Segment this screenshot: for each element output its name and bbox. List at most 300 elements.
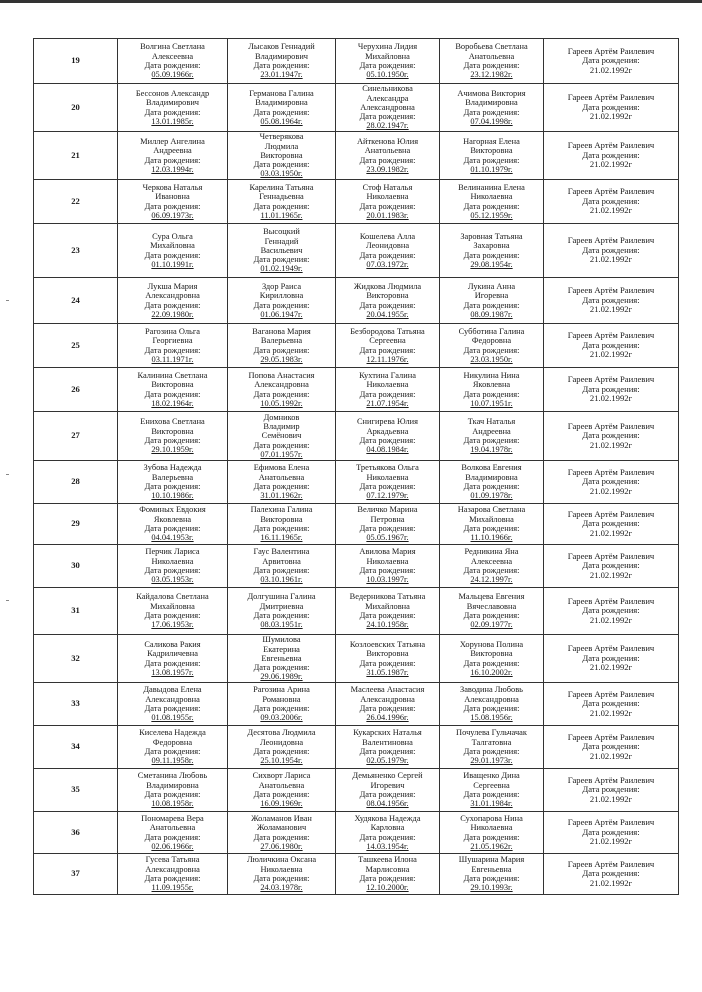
person-text-line: Снигирева Юлия — [356, 417, 419, 427]
person-text-line: Евгеньевна — [261, 653, 302, 663]
voter-cell — [228, 324, 336, 368]
selector-dob: 21.02.1992г — [589, 793, 633, 804]
person-text-line: Яковлевна — [472, 380, 511, 390]
selector-cell — [544, 504, 679, 545]
birth-date: 20.04.1955г. — [366, 309, 409, 319]
person-text-line: Синельникова — [362, 84, 413, 94]
person-text-line: Андреевна — [153, 146, 192, 156]
person-text-line: Семёнович — [261, 431, 302, 441]
person-text-line: Михайловна — [365, 51, 410, 61]
selector-dob: 21.02.1992г — [589, 439, 633, 450]
birth-date: 06.09.1973г. — [151, 210, 194, 220]
birth-date: 16.11.1965г. — [260, 533, 303, 543]
person-text-line: Дата рождения: — [359, 345, 416, 355]
selector-dob: 21.02.1992г — [589, 485, 633, 496]
selector-cell — [544, 461, 679, 504]
birth-date: 03.10.1961г. — [260, 575, 303, 585]
voter-cell — [440, 39, 544, 84]
person-text-line: Нагорная Елена — [463, 136, 520, 146]
selector-dob: 21.02.1992г — [589, 877, 633, 888]
person-text-line: Заводина Любовь — [460, 685, 523, 695]
birth-date: 31.01.1984г. — [470, 799, 513, 809]
voter-cell — [336, 84, 440, 132]
person-text-line: Козлоевских Татьяна — [349, 639, 426, 649]
person-text-line: Воробьева Светлана — [455, 42, 528, 52]
person-text-line: Субботина Галина — [458, 326, 525, 336]
voter-cell — [228, 588, 336, 635]
birth-date: 24.12.1997г. — [470, 575, 513, 585]
person-text-line: Сергеевна — [369, 336, 406, 346]
person-text-line: Евгеньевна — [471, 864, 512, 874]
voter-cell — [118, 461, 228, 504]
selector-dob: 21.02.1992г — [589, 569, 633, 580]
selector-dob-label: Дата рождения: — [582, 430, 640, 441]
person-text-line: Саликова Ракия — [144, 639, 201, 649]
birth-date: 23.12.1982г. — [470, 70, 513, 80]
person-text-line: Худякова Надежда — [354, 813, 421, 823]
person-text-line: Дата рождения: — [253, 663, 310, 673]
scan-top-border — [0, 0, 702, 3]
voter-cell — [440, 180, 544, 224]
person-text-line: Дата рождения: — [463, 566, 520, 575]
voter-cell — [336, 588, 440, 635]
voter-cell — [440, 132, 544, 180]
birth-date: 07.03.1972г. — [366, 259, 409, 269]
person-text-line: Дата рождения: — [144, 345, 201, 355]
voter-cell — [440, 812, 544, 854]
birth-date: 10.10.1986г. — [151, 491, 194, 501]
person-text-line: Маслеева Анастасия — [350, 685, 425, 695]
person-text-line: Дмитриевна — [259, 601, 304, 611]
birth-date: 05.09.1966г. — [151, 70, 194, 80]
person-text-line: Дата рождения: — [144, 389, 201, 399]
person-text-line: Федоровна — [471, 336, 512, 346]
birth-date: 25.10.1954г. — [260, 756, 303, 766]
birth-date: 29.05.1983г. — [260, 354, 303, 364]
voter-cell — [440, 769, 544, 812]
person-text-line: Кирилловна — [259, 291, 304, 301]
selector-name: Гареев Артём Раилевич — [567, 374, 655, 385]
person-text-line: Владимировна — [465, 472, 518, 482]
person-text-line: Миллер Ангелина — [140, 136, 205, 146]
row-number: 33 — [34, 683, 118, 726]
person-text-line: Дата рождения: — [359, 566, 416, 575]
person-text-line: Николаевна — [470, 192, 513, 202]
voter-cell — [228, 504, 336, 545]
person-text-line: Величко Марина — [357, 505, 418, 515]
voter-cell — [118, 545, 228, 588]
person-text-line: Дата рождения: — [253, 790, 310, 799]
person-text-line: Анатольевна — [258, 472, 305, 482]
person-text-line: Дата рождения: — [463, 874, 520, 883]
table-row — [34, 132, 679, 180]
birth-date: 22.09.1980г. — [151, 309, 194, 319]
birth-date: 07.12.1979г. — [366, 491, 409, 501]
person-text-line: Сихворт Лариса — [252, 771, 311, 781]
selector-name: Гареев Артём Раилевич — [567, 550, 655, 561]
person-text-line: Дата рождения: — [253, 300, 310, 310]
birth-date: 07.01.1957г. — [260, 449, 303, 459]
voter-cell — [336, 39, 440, 84]
selector-cell — [544, 132, 679, 180]
person-text-line: Алексеевна — [470, 556, 513, 566]
person-text-line: Дата рождения: — [359, 482, 416, 491]
person-text-line: Стоф Наталья — [362, 182, 413, 192]
selector-cell — [544, 324, 679, 368]
birth-date: 21.05.1962г. — [470, 841, 513, 851]
selector-dob-label: Дата рождения: — [582, 518, 640, 529]
voter-cell — [118, 412, 228, 461]
birth-date: 01.02.1949г. — [260, 264, 303, 274]
person-text-line: Дата рождения: — [253, 345, 310, 355]
selector-dob: 21.02.1992г — [589, 393, 633, 404]
birth-date: 10.05.1992г. — [260, 398, 303, 408]
person-text-line: Рагозина Ольга — [144, 326, 201, 336]
person-text-line: Дата рождения: — [253, 874, 310, 883]
voter-cell — [118, 324, 228, 368]
birth-date: 26.04.1996г. — [366, 713, 409, 723]
person-text-line: Велинанина Елена — [458, 182, 525, 192]
voter-cell — [118, 368, 228, 412]
person-text-line: Александровна — [254, 380, 309, 390]
person-text-line: Кукарских Наталья — [353, 728, 422, 738]
voter-cell — [336, 769, 440, 812]
row-number: 20 — [34, 84, 118, 132]
voter-cell — [440, 683, 544, 726]
voter-cell — [440, 545, 544, 588]
person-text-line: Кайдалова Светлана — [136, 592, 209, 602]
row-number: 22 — [34, 180, 118, 224]
person-text-line: Арвитовна — [262, 556, 301, 566]
person-text-line: Жоламанов Иван — [251, 813, 312, 823]
selector-dob: 21.02.1992г — [589, 254, 633, 265]
person-text-line: Дата рождения: — [463, 482, 520, 491]
person-text-line: Александровна — [464, 694, 519, 704]
selector-cell — [544, 278, 679, 324]
voter-cell — [228, 854, 336, 895]
person-text-line: Дата рождения: — [253, 566, 310, 575]
table-row — [34, 461, 679, 504]
person-text-line: Калинина Светлана — [137, 370, 208, 380]
person-text-line: Викторовна — [151, 380, 194, 390]
birth-date: 14.03.1954г. — [366, 841, 409, 851]
selector-dob: 21.02.1992г — [589, 836, 633, 847]
person-text-line: Карелина Татьяна — [249, 182, 314, 192]
person-text-line: Хорунова Полина — [459, 639, 524, 649]
voter-cell — [440, 368, 544, 412]
person-text-line: Дата рождения: — [359, 112, 416, 122]
birth-date: 01.08.1955г. — [151, 713, 194, 723]
row-number: 34 — [34, 726, 118, 769]
birth-date: 23.09.1982г. — [366, 164, 409, 174]
person-text-line: Десятова Людмила — [247, 728, 316, 738]
person-text-line: Викторовна — [151, 426, 194, 436]
birth-date: 08.09.1987г. — [470, 309, 513, 319]
birth-date: 17.06.1953г. — [151, 620, 194, 630]
selector-cell — [544, 368, 679, 412]
voter-cell — [228, 224, 336, 278]
birth-date: 05.08.1964г. — [260, 116, 303, 126]
person-text-line: Айткенова Юлия — [356, 136, 419, 146]
person-text-line: Гаус Валентина — [253, 547, 310, 557]
person-text-line: Георгиевна — [152, 336, 193, 346]
selector-name: Гареев Артём Раилевич — [567, 330, 655, 341]
selector-dob: 21.02.1992г — [589, 159, 633, 170]
birth-date: 19.04.1978г. — [470, 445, 513, 455]
person-text-line: Дата рождения: — [144, 436, 201, 445]
person-text-line: Дата рождения: — [144, 482, 201, 491]
person-text-line: Демьяненко Сергей — [352, 771, 423, 781]
birth-date: 29.08.1954г. — [470, 259, 513, 269]
person-text-line: Дата рождения: — [359, 874, 416, 883]
person-text-line: Леонидовна — [259, 737, 304, 747]
birth-date: 12.11.1976г. — [366, 354, 409, 364]
person-text-line: Дата рождения: — [359, 704, 416, 713]
birth-date: 03.05.1953г. — [151, 575, 194, 585]
table-row — [34, 324, 679, 368]
voter-cell — [228, 368, 336, 412]
person-text-line: Дата рождения: — [359, 389, 416, 399]
person-text-line: Авилова Мария — [359, 547, 416, 557]
birth-date: 10.08.1958г. — [151, 799, 194, 809]
person-text-line: Александровна — [145, 291, 200, 301]
table-row — [34, 683, 679, 726]
selector-cell — [544, 224, 679, 278]
birth-date: 24.03.1978г. — [260, 883, 303, 893]
selector-dob-label: Дата рождения: — [582, 149, 640, 160]
birth-date: 27.06.1980г. — [260, 841, 303, 851]
person-text-line: Дата рождения: — [144, 524, 201, 533]
person-text-line: Васильевич — [260, 245, 303, 255]
selector-dob-label: Дата рождения: — [582, 476, 640, 487]
row-number: 30 — [34, 545, 118, 588]
selector-dob: 21.02.1992г — [589, 707, 633, 718]
row-number: 32 — [34, 635, 118, 683]
voter-cell — [336, 132, 440, 180]
birth-date: 16.09.1969г. — [260, 799, 303, 809]
person-text-line: Дата рождения: — [253, 160, 310, 170]
birth-date: 29.10.1959г. — [151, 445, 194, 455]
person-text-line: Викторовна — [470, 146, 513, 156]
person-text-line: Екатерина — [263, 644, 300, 654]
voter-cell — [336, 812, 440, 854]
birth-date: 09.11.1958г. — [151, 756, 194, 766]
person-text-line: Попова Анастасия — [248, 370, 315, 380]
person-text-line: Пономарева Вера — [141, 813, 204, 823]
voter-cell — [336, 368, 440, 412]
person-text-line: Дата рождения: — [253, 389, 310, 399]
person-text-line: Рагозина Арина — [253, 685, 310, 695]
person-text-line: Дата рождения: — [463, 704, 520, 713]
voter-cell — [228, 812, 336, 854]
person-text-line: Люличкина Оксана — [246, 855, 317, 865]
person-text-line: Высоцкий — [263, 227, 300, 237]
voter-cell — [440, 726, 544, 769]
person-text-line: Дата рождения: — [359, 155, 416, 165]
voter-cell — [336, 180, 440, 224]
selector-cell — [544, 769, 679, 812]
person-text-line: Кухтина Галина — [359, 370, 416, 380]
person-text-line: Захаровна — [473, 241, 510, 251]
person-text-line: Владимировна — [465, 98, 518, 108]
voter-cell — [440, 854, 544, 895]
voter-cell — [118, 588, 228, 635]
voter-cell — [118, 180, 228, 224]
person-text-line: Владимирович — [254, 51, 309, 61]
voter-cell — [440, 324, 544, 368]
voter-cell — [118, 278, 228, 324]
person-text-line: Третьякова Ольга — [356, 463, 419, 473]
voter-cell — [440, 278, 544, 324]
voter-cell — [118, 224, 228, 278]
person-text-line: Германова Галина — [249, 88, 314, 98]
birth-date: 10.07.1951г. — [470, 398, 513, 408]
selector-dob-label: Дата рождения: — [582, 784, 640, 795]
selector-dob: 21.02.1992г — [589, 304, 633, 315]
person-text-line: Леонидовна — [365, 241, 410, 251]
person-text-line: Дата рождения: — [463, 436, 520, 445]
table-row — [34, 812, 679, 854]
birth-date: 16.10.2002г. — [470, 667, 513, 677]
selector-name: Гареев Артём Раилевич — [567, 92, 655, 103]
person-text-line: Геннадий — [264, 236, 299, 246]
birth-date: 10.03.1997г. — [366, 575, 409, 585]
person-text-line: Анатольевна — [258, 780, 305, 790]
person-text-line: Иващенко Дина — [463, 771, 520, 781]
person-text-line: Дата рождения: — [463, 832, 520, 842]
voter-cell — [228, 39, 336, 84]
person-text-line: Волкова Евгения — [461, 463, 522, 473]
birth-date: 29.06.1989г. — [260, 672, 303, 682]
scan-margin-mark — [6, 600, 9, 601]
table-row — [34, 588, 679, 635]
selector-name: Гареев Артём Раилевич — [567, 595, 655, 606]
birth-date: 04.04.1953г. — [151, 533, 194, 543]
birth-date: 20.01.1983г. — [366, 210, 409, 220]
selector-dob-label: Дата рождения: — [582, 101, 640, 112]
person-text-line: Яковлевна — [153, 514, 192, 524]
birth-date: 23.03.1950г. — [470, 354, 513, 364]
person-text-line: Ивановна — [155, 192, 190, 202]
person-text-line: Дата рождения: — [463, 389, 520, 399]
person-text-line: Дата рождения: — [253, 832, 310, 842]
person-text-line: Лукина Анна — [467, 281, 516, 291]
voter-cell — [336, 461, 440, 504]
row-number: 19 — [34, 39, 118, 84]
person-text-line: Дата рождения: — [359, 61, 416, 70]
person-text-line: Давыдова Елена — [143, 685, 202, 695]
person-text-line: Безбородова Татьяна — [350, 326, 425, 336]
voter-cell — [440, 84, 544, 132]
voter-cell — [118, 812, 228, 854]
person-text-line: Дата рождения: — [463, 747, 520, 756]
person-text-line: Дата рождения: — [463, 155, 520, 165]
person-text-line: Дата рождения: — [253, 61, 310, 70]
signatures-table — [33, 38, 679, 895]
person-text-line: Николаевна — [366, 192, 409, 202]
table-row — [34, 635, 679, 683]
person-text-line: Викторовна — [260, 150, 303, 160]
person-text-line: Александровна — [360, 694, 415, 704]
person-text-line: Дата рождения: — [253, 255, 310, 265]
birth-date: 31.01.1962г. — [260, 491, 303, 501]
selector-dob: 21.02.1992г — [589, 614, 633, 625]
person-text-line: Назарова Светлана — [457, 505, 526, 515]
person-text-line: Заровная Татьяна — [460, 231, 523, 241]
voter-cell — [336, 726, 440, 769]
person-text-line: Дата рождения: — [253, 201, 310, 211]
voter-cell — [336, 683, 440, 726]
voter-cell — [228, 635, 336, 683]
person-text-line: Дата рождения: — [144, 611, 201, 620]
person-text-line: Дата рождения: — [463, 300, 520, 310]
row-number: 21 — [34, 132, 118, 180]
person-text-line: Викторовна — [260, 514, 303, 524]
row-number: 35 — [34, 769, 118, 812]
person-text-line: Ваганова Мария — [252, 326, 311, 336]
person-text-line: Дата рождения: — [359, 300, 416, 310]
person-text-line: Михайловна — [365, 601, 410, 611]
person-text-line: Викторовна — [366, 291, 409, 301]
birth-date: 29.01.1973г. — [470, 756, 513, 766]
person-text-line: Ведерникова Татьяна — [349, 592, 426, 602]
person-text-line: Дата рождения: — [359, 524, 416, 533]
person-text-line: Шумилова — [262, 635, 301, 645]
person-text-line: Черухина Лидия — [357, 42, 418, 52]
selector-name: Гареев Артём Раилевич — [567, 643, 655, 654]
selector-name: Гареев Артём Раилевич — [567, 45, 655, 56]
person-text-line: Перчик Лариса — [145, 547, 200, 557]
birth-date: 11.09.1955г. — [151, 883, 194, 893]
person-text-line: Дата рождения: — [144, 61, 201, 70]
selector-dob-label: Дата рождения: — [582, 383, 640, 394]
person-text-line: Дата рождения: — [463, 61, 520, 70]
selector-cell — [544, 854, 679, 895]
selector-dob: 21.02.1992г — [589, 64, 633, 75]
selector-cell — [544, 412, 679, 461]
person-text-line: Сура Ольга — [152, 231, 193, 241]
selector-dob-label: Дата рождения: — [582, 868, 640, 879]
selector-dob-label: Дата рождения: — [582, 244, 640, 255]
selector-dob-label: Дата рождения: — [582, 195, 640, 206]
table-row — [34, 854, 679, 895]
row-number: 37 — [34, 854, 118, 895]
voter-cell — [228, 278, 336, 324]
birth-date: 01.09.1978г. — [470, 491, 513, 501]
person-text-line: Дата рождения: — [144, 704, 201, 713]
person-text-line: Николаевна — [366, 380, 409, 390]
person-text-line: Николаевна — [366, 556, 409, 566]
person-text-line: Николаевна — [260, 864, 303, 874]
voter-cell — [228, 545, 336, 588]
person-text-line: Михайловна — [469, 514, 514, 524]
person-text-line: Дата рождения: — [253, 704, 310, 713]
selector-name: Гареев Артём Раилевич — [567, 508, 655, 519]
row-number: 26 — [34, 368, 118, 412]
table-row — [34, 504, 679, 545]
person-text-line: Дата рождения: — [359, 790, 416, 799]
person-text-line: Кошелева Алла — [359, 231, 416, 241]
person-text-line: Анатольевна — [364, 146, 411, 156]
person-text-line: Гусева Татьяна — [145, 855, 200, 865]
person-text-line: Геннадьевна — [259, 192, 304, 202]
birth-date: 21.07.1954г. — [366, 398, 409, 408]
person-text-line: Дата рождения: — [144, 250, 201, 260]
selector-dob-label: Дата рождения: — [582, 826, 640, 837]
person-text-line: Валерьевна — [151, 472, 194, 482]
table-row — [34, 180, 679, 224]
voter-cell — [228, 180, 336, 224]
